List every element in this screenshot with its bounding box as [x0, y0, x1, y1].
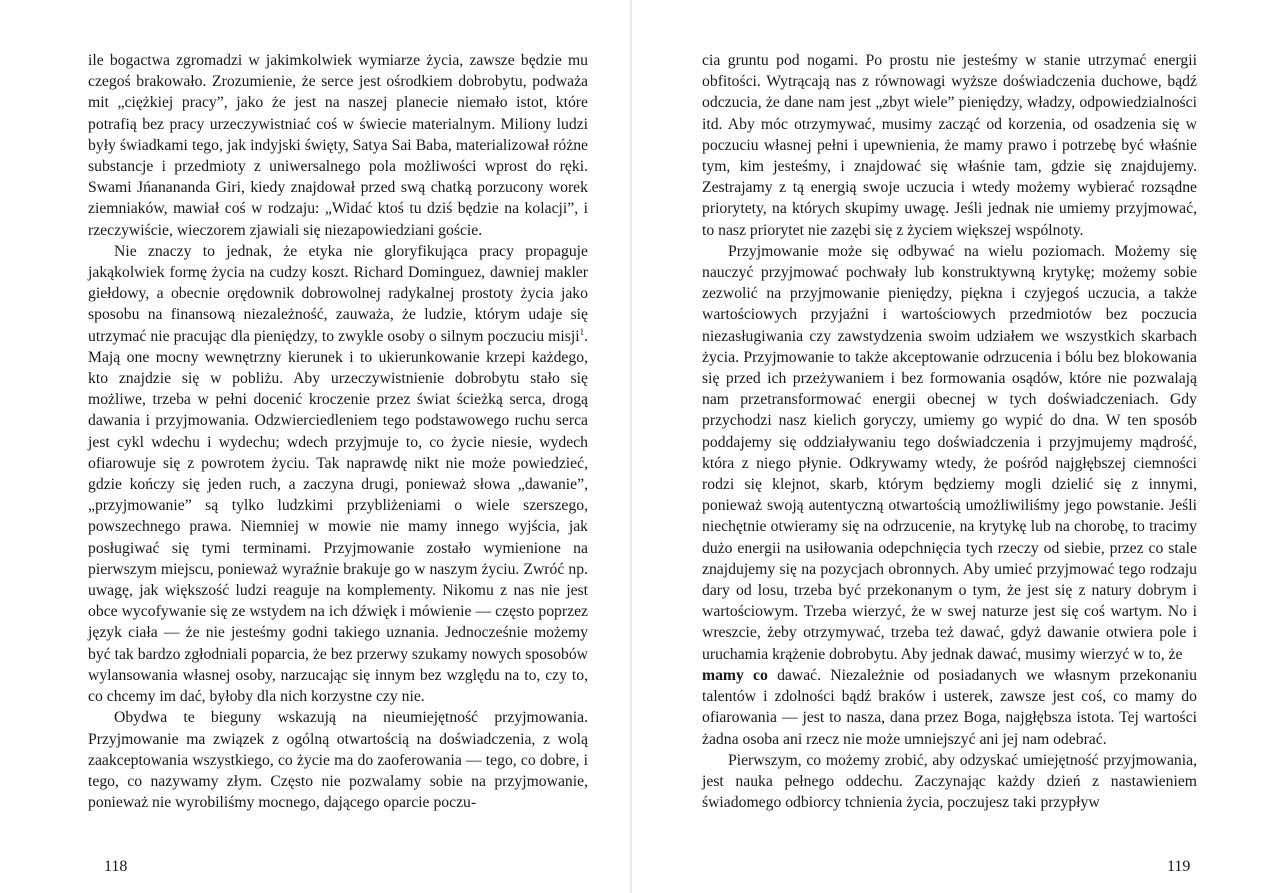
paragraph-text: Nie znaczy to jednak, że etyka nie gloryfikująca pracy propaguje jakąkolwiek formę życia na cudzy koszt. Richard Dominguez, dawniej makler giełdowy, a obecnie orędownik dobrowolnej radykalnej prostoty życia jako sposobu na finansową niezależność, zauważa, że ludzie, którym udaje się utrzymać nie pracując dla pieniędzy, to zwykle osoby o silnym poczuciu misji — [88, 242, 588, 345]
paragraph-text: dawać. Niezależnie od posiadanych we własnym przekonaniu talentów i zdolności bądź braków i usterek, zawsze jest coś, co mamy do ofiarowania — jest to nasza, dana przez Boga, najgłębsza istota. Tej wartości żadna osoba ani rzecz nie może umniejszyć ani jej nam odebrać. — [702, 666, 1197, 748]
left-page — [0, 0, 631, 893]
right-page-text — [702, 50, 1197, 813]
paragraph-text: . Mają one mocny wewnętrzny kierunek i to ukierunkowanie krzepi każdego, kto znajdzie się w pobliżu. Aby urzeczywistnienie dobrobytu stało się możliwe, trzeba w pełni docenić kroczenie przez świat ścieżką serca, drogą dawania i przyjmowania. Odzwierciedleniem tego podstawowego ruchu serca jest cykl wdechu i wydechu; wdech przyjmuje to, co życie niesie, wydech ofiarowuje się z powrotem życiu. Tak naprawdę nikt nie może powiedzieć, gdzie kończy się jeden ruch, a zaczyna drugi, ponieważ słowa „dawanie”, „przyjmowanie” są tylko ludzkimi przybliżeniami o wiele szerszego, powszechnego prawa. Niemniej w mowie nie mamy innego wyjścia, jak posługiwać się tymi terminami. Przyjmowanie zostało wymienione na pierwszym miejscu, ponieważ wyraźnie brakuje go w naszym życiu. Zwróć np. uwagę, jak większość ludzi reaguje na komplementy. Nikomu z nas nie jest obce wycofywanie się ze wstydem na ich dźwięk i mówienie — często poprzez język ciała — że nie jesteśmy godni takiego uznania. Jednocześnie możemy być tak bardzo zgłodniali poparcia, że bez przerwy szukamy nowych sposobów wylansowania własnej osoby, narzucając się innym bez względu na to, czy to, co chcemy im dać, byłoby dla nich korzystne czy nie. — [88, 327, 588, 706]
page-number: 118 — [104, 858, 128, 875]
footnote-marker: 1 — [579, 326, 585, 337]
page-number: 119 — [1167, 858, 1191, 875]
left-page-text — [88, 50, 588, 813]
paragraph: Przyjmowanie może się odbywać na wielu poziomach. Możemy się nauczyć przyjmować pochwały lub konstruktywną krytykę; możemy sobie zezwolić na przyjmowanie pieniędzy, piękna i czyjegoś uczucia, a także wartościowych przyjaźni i wartościowych przedmiotów bez poczucia niezasługiwania czy zawstydzenia swoim udziałem we wszystkich skarbach życia. Przyjmowanie to także akceptowanie odrzucenia i bólu bez blokowania się przed ich przeżywaniem i bez formowania osądów, które nie pozwalają nam przetransformować energii obecnej w tych doświadczeniach. Gdy przychodzi nasz kielich goryczy, umiemy go wypić do dna. W ten sposób poddajemy się oddziaływaniu tego doświadczenia i przyjmujemy mądrość, która z niego płynie. Odkrywamy wtedy, że pośród najgłębszej ciemności rodzi się klejnot, skarb, którym będziemy mogli dzielić się z innymi, ponieważ swoją autentyczną otwartością umożliwiliśmy jego powstanie. Jeśli niechętnie otwieramy się na odrzucenie, na krytykę lub na chorobę, to tracimy dużo energii na usiłowania odepchnięcia tych rzeczy od siebie, przez co stale znajdujemy się na pozycjach obronnych. Aby umieć przyjmować tego rodzaju dary od losu, trzeba być przekonanym o tym, że jest się z natury dobrym i wartościowym. Trzeba wierzyć, że w swej naturze jest się coś wartym. No i wreszcie, żeby otrzymywać, trzeba też dawać, gdyż dawanie otwiera pole i uruchamia krążenie dobrobytu. Aby jednak dawać, musimy wierzyć w to, że — [702, 242, 1197, 663]
paragraph: Pierwszym, co możemy zrobić, aby odzyskać umiejętność przyjmowania, jest nauka pełnego oddechu. Zaczynając każdy dzień z nastawieniem świadomego odbiorcy tchnienia życia, poczujesz taki przypływ — [702, 751, 1197, 812]
emphasis-text: mamy co — [702, 666, 768, 684]
paragraph — [702, 665, 1197, 750]
paragraph: cia gruntu pod nogami. Po prostu nie jesteśmy w stanie utrzymać energii obfitości. Wytrącają nas z równowagi wyższe doświadczenia duchowe, bądź odczucia, że dane nam jest „zbyt wiele” pieniędzy, władzy, odpowiedzialności itd. Aby móc otrzymywać, musimy zacząć od korzenia, od osadzenia się w poczuciu własnej pełni i upewnienia, że mamy prawo i potrzebę być właśnie tym, kim jesteśmy, i znajdować się właśnie tam, gdzie się znajdujemy. Zestrajamy z tą energią swoje uczucia i wtedy możemy wybierać rozsądne priorytety, na których skupimy uwagę. Jeśli jednak nie umiemy przyjmować, to nasz priorytet nie zazębi się z życiem większej wspólnoty. — [702, 52, 1197, 239]
paragraph — [88, 241, 588, 707]
paragraph: ile bogactwa zgromadzi w jakimkolwiek wymiarze życia, zawsze będzie mu czegoś brakowało. Zrozumienie, że serce jest ośrodkiem dobrobytu, podważa mit „ciężkiej pracy”, jako że jest na naszej planecie niemało istot, które potrafią bez pracy urzeczywistniać coś w świecie materialnym. Miliony ludzi były świadkami tego, jak indyjski święty, Satya Sai Baba, materializował różne substancje i przedmioty z uniwersalnego pola możliwości wprost do ręki. Swami Jńanananda Giri, kiedy znajdował przed swą chatką porzucony worek ziemniaków, mawiał coś w rodzaju: „Widać ktoś tu dziś będzie na kolacji”, i rzeczywiście, wieczorem zjawiali się niezapowiedziani goście. — [88, 52, 588, 239]
right-page — [632, 0, 1263, 893]
paragraph: Obydwa te bieguny wskazują na nieumiejętność przyjmowania. Przyjmowanie ma związek z ogólną otwartością na doświadczenia, z wolą zaakceptowania wszystkiego, co życie ma do zaoferowania — tego, co dobre, i tego, co nazywamy złym. Często nie pozwalamy sobie na przyjmowanie, ponieważ nie wyrobiliśmy mocnego, dającego oparcie poczu- — [88, 709, 588, 812]
